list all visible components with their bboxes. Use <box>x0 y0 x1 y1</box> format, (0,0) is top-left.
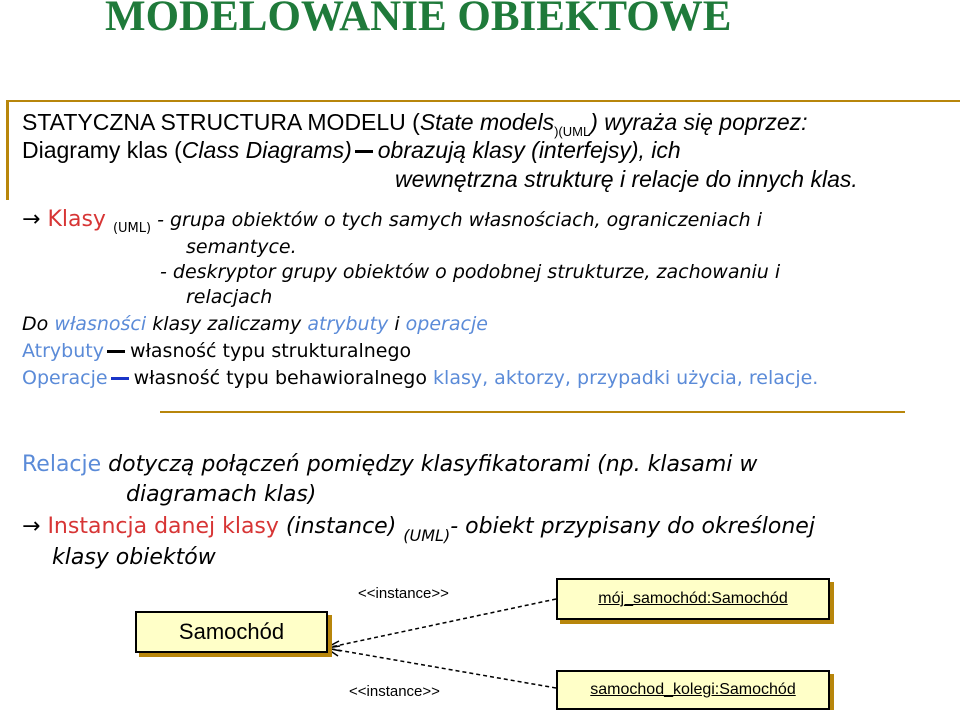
arrow-right-icon: → <box>22 514 41 539</box>
instance-top-label: mój_samochód:Samochód <box>598 590 788 607</box>
wlasnosci-keyword: własności <box>54 313 147 335</box>
klasy-label: Klasy <box>47 207 106 232</box>
atrybuty-label: Atrybuty <box>22 340 104 362</box>
atrybuty-keyword: atrybuty <box>307 313 389 335</box>
intro-uml-sub: )(UML <box>554 124 591 139</box>
wlasnosci-a: Do <box>22 313 49 335</box>
instancja-line-2: klasy obiektów <box>52 545 216 570</box>
intro-text-a: STATYCZNA STRUCTURA MODELU ( <box>22 109 420 135</box>
klasy-definition-2b: relacjach <box>186 286 273 308</box>
instancja-text: - obiekt przypisany do określonej <box>450 514 815 539</box>
operacje-text: własność typu behawioralnego <box>133 367 427 389</box>
intro-class-diagrams: Class Diagrams) <box>181 137 352 163</box>
klasy-uml-sub: (UML) <box>112 221 152 236</box>
klasy-definition-1: - grupa obiektów o tych samych własnościach, ograniczeniach i <box>157 209 763 231</box>
intro-line2-c: obrazują klasy (interfejsy), ich <box>377 137 681 163</box>
intro-line2-a: Diagramy klas ( <box>22 137 182 163</box>
instance-bottom-label: samochod_kolegi:Samochód <box>590 681 796 698</box>
page-title: MODELOWANIE OBIEKTOWE <box>105 0 732 40</box>
atrybuty-text: własność typu strukturalnego <box>129 340 412 362</box>
intro-text-c: ) wyraża się poprzez: <box>590 109 808 135</box>
wlasnosci-e: i <box>394 313 400 335</box>
relacje-label: Relacje <box>22 452 102 477</box>
instancja-paren: (instance) <box>285 514 397 539</box>
stereotype-bottom: <<instance>> <box>349 683 440 700</box>
operacje-examples: klasy, aktorzy, przypadki użycia, relacje. <box>433 367 819 389</box>
relacje-text: dotyczą połączeń pomiędzy klasyfikatorami (np. klasami w <box>108 452 758 477</box>
intro-line-3: wewnętrzna strukturę i relacje do innych klas. <box>395 166 858 192</box>
stereotype-top: <<instance>> <box>358 585 449 602</box>
instance-connector-top <box>326 599 556 648</box>
instance-box-moj-samochod <box>556 578 830 620</box>
instancja-uml-sub: (UML) <box>403 526 451 545</box>
class-box-label: Samochód <box>178 619 285 644</box>
klasy-definition-1b: semantyce. <box>186 236 297 258</box>
intro-state-models: State models <box>419 109 555 135</box>
operacje-label: Operacje <box>22 367 108 389</box>
instance-box-samochod-kolegi <box>556 670 830 710</box>
wlasnosci-c: klasy zaliczamy <box>152 313 302 335</box>
class-box-samochod <box>135 611 328 653</box>
relacje-line-2: diagramach klas) <box>126 482 317 507</box>
operacje-keyword: operacje <box>405 313 488 335</box>
klasy-definition-2: - deskryptor grupy obiektów o podobnej strukturze, zachowaniu i <box>160 261 781 283</box>
arrow-right-icon: → <box>22 207 41 232</box>
instancja-label: Instancja danej klasy <box>47 514 279 539</box>
instance-connector-bottom <box>326 648 556 688</box>
